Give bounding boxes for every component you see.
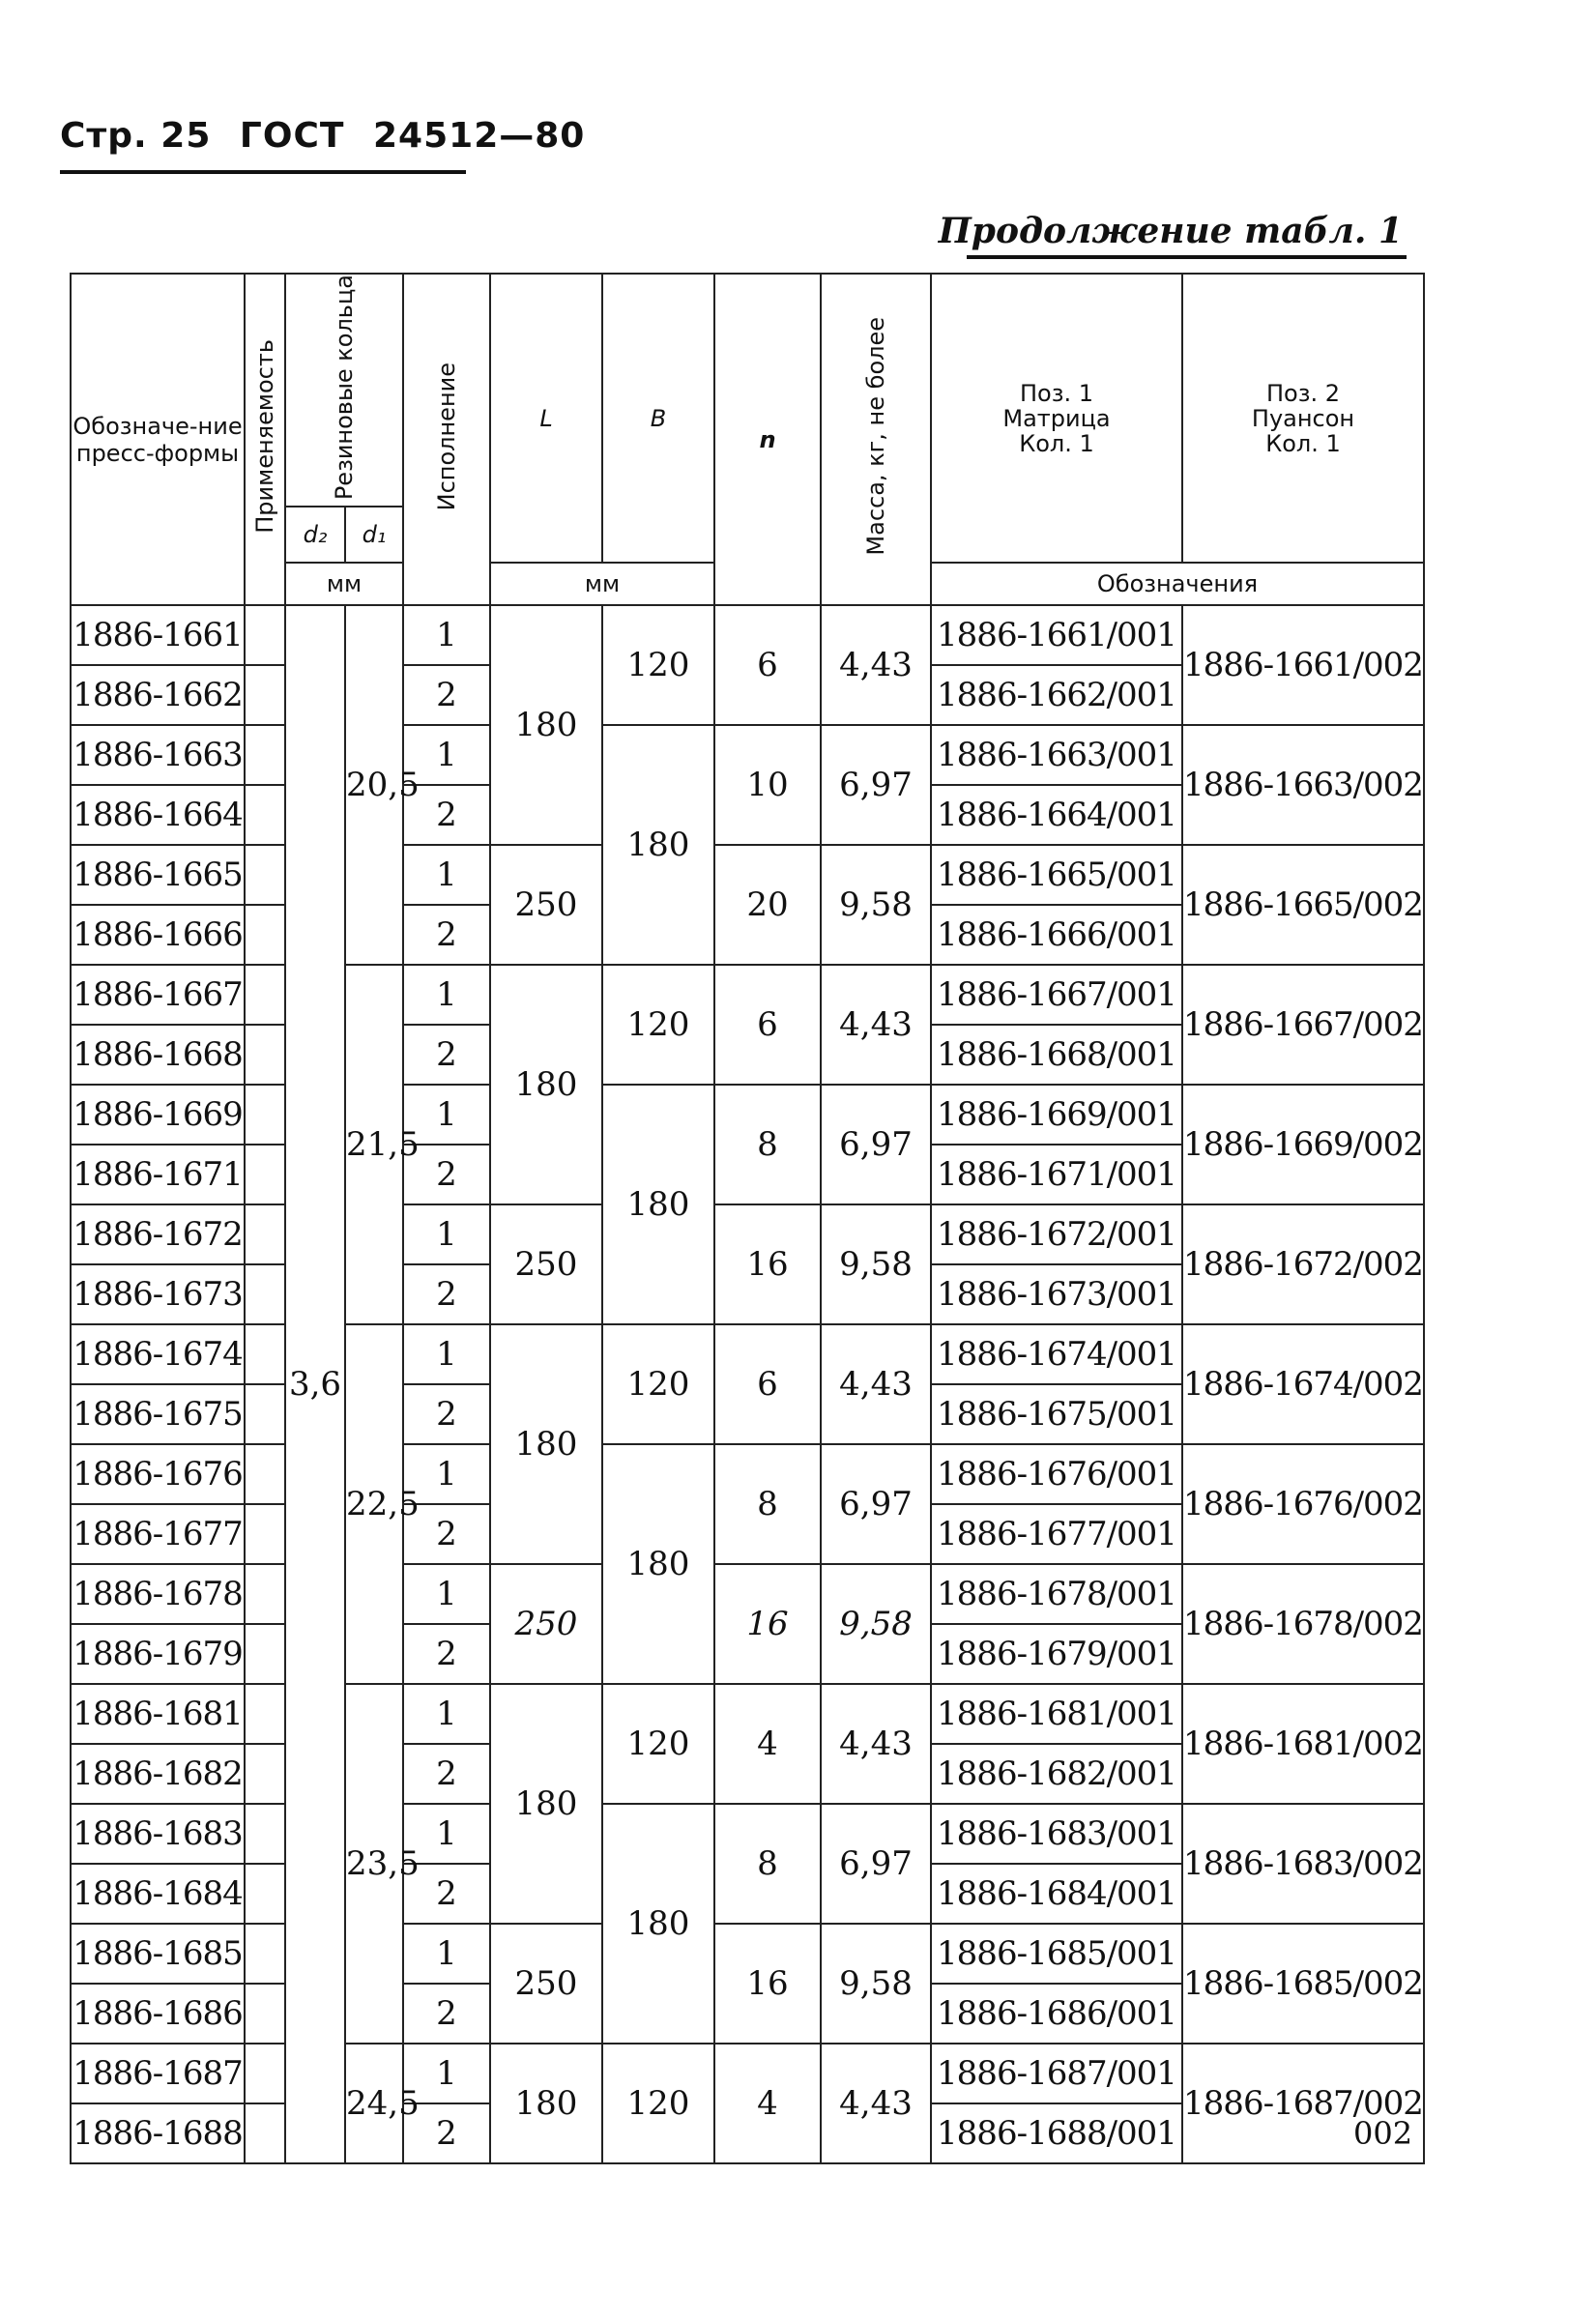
- designation-cell: 1886-1671: [71, 1145, 245, 1204]
- L-cell: 180: [490, 2044, 602, 2163]
- version-cell: 1: [403, 2044, 490, 2103]
- pos1-cell: 1886-1664/001: [931, 785, 1182, 845]
- d1-cell: 23,5: [345, 1684, 403, 2044]
- rings-unit: мм: [285, 563, 403, 605]
- col-mass-label: Масса, кг, не более: [862, 317, 889, 556]
- applicability-cell: [245, 1684, 285, 1744]
- pos1-cell: 1886-1662/001: [931, 665, 1182, 725]
- version-cell: 1: [403, 1204, 490, 1264]
- d1-cell: 21,5: [345, 965, 403, 1324]
- version-cell: 2: [403, 1624, 490, 1684]
- applicability-cell: [245, 1504, 285, 1564]
- pos1-cell: 1886-1666/001: [931, 905, 1182, 965]
- n-cell: 10: [714, 725, 821, 845]
- pos1-cell: 1886-1665/001: [931, 845, 1182, 905]
- version-cell: 1: [403, 725, 490, 785]
- table-row: [71, 1564, 1424, 1624]
- pos2-cell: 1886-1674/002: [1182, 1324, 1424, 1444]
- col-pos2: [1182, 274, 1424, 563]
- page-number: Стр. 25: [60, 116, 212, 156]
- version-cell: 2: [403, 1744, 490, 1804]
- B-cell: 180: [602, 725, 714, 965]
- pos2-cell: 1886-1687/002: [1182, 2044, 1424, 2163]
- B-cell: 120: [602, 965, 714, 1085]
- version-cell: 2: [403, 1864, 490, 1924]
- applicability-cell: [245, 1804, 285, 1864]
- applicability-cell: [245, 2044, 285, 2103]
- d1-cell: 22,5: [345, 1324, 403, 1684]
- B-cell: 180: [602, 1804, 714, 2044]
- L-cell: 250: [490, 1924, 602, 2044]
- version-cell: 2: [403, 1025, 490, 1085]
- mass-cell: 9,58: [821, 1204, 931, 1324]
- col-designation: Обозначе-ние пресс-формы: [71, 274, 245, 605]
- pos2-line3: Кол. 1: [1265, 429, 1341, 457]
- n-cell: 6: [714, 1324, 821, 1444]
- caption-rule: [967, 255, 1407, 259]
- n-cell: 16: [714, 1924, 821, 2044]
- applicability-cell: [245, 1264, 285, 1324]
- version-cell: 1: [403, 1444, 490, 1504]
- pos2-cell: 1886-1678/002: [1182, 1564, 1424, 1684]
- pos2-cell: 1886-1669/002: [1182, 1085, 1424, 1204]
- applicability-cell: [245, 785, 285, 845]
- pos1-cell: 1886-1676/001: [931, 1444, 1182, 1504]
- designation-cell: 1886-1679: [71, 1624, 245, 1684]
- designation-cell: 1886-1668: [71, 1025, 245, 1085]
- pos2-cell: 1886-1667/002: [1182, 965, 1424, 1085]
- version-cell: 2: [403, 2103, 490, 2163]
- version-cell: 1: [403, 1324, 490, 1384]
- B-cell: 180: [602, 1085, 714, 1324]
- designations-label: Обозначения: [931, 563, 1424, 605]
- version-cell: 2: [403, 1264, 490, 1324]
- B-cell: 120: [602, 1684, 714, 1804]
- version-cell: 2: [403, 1984, 490, 2044]
- mass-cell: 4,43: [821, 1684, 931, 1804]
- col-applicability: [245, 274, 285, 605]
- table-row: [71, 1684, 1424, 1744]
- designation-cell: 1886-1685: [71, 1924, 245, 1984]
- table-row: [71, 845, 1424, 905]
- mass-cell: 4,43: [821, 1324, 931, 1444]
- applicability-cell: [245, 905, 285, 965]
- pos2-line1: Поз. 2: [1265, 379, 1341, 407]
- pos2-cell: 1886-1661/002: [1182, 605, 1424, 725]
- designation-cell: 1886-1672: [71, 1204, 245, 1264]
- B-cell: 120: [602, 1324, 714, 1444]
- pos1-line1: Поз. 1: [1019, 379, 1094, 407]
- designation-cell: 1886-1663: [71, 725, 245, 785]
- n-cell: 6: [714, 965, 821, 1085]
- version-cell: 2: [403, 1145, 490, 1204]
- B-cell: 180: [602, 1444, 714, 1684]
- mass-cell: 6,97: [821, 1085, 931, 1204]
- applicability-cell: [245, 1384, 285, 1444]
- col-n: n: [714, 274, 821, 605]
- designation-cell: 1886-1665: [71, 845, 245, 905]
- n-cell: 8: [714, 1085, 821, 1204]
- applicability-cell: [245, 1744, 285, 1804]
- designation-cell: 1886-1682: [71, 1744, 245, 1804]
- version-cell: 1: [403, 965, 490, 1025]
- version-cell: 2: [403, 665, 490, 725]
- mass-cell: 6,97: [821, 1804, 931, 1924]
- applicability-cell: [245, 665, 285, 725]
- pos1-cell: 1886-1688/001: [931, 2103, 1182, 2163]
- designation-cell: 1886-1666: [71, 905, 245, 965]
- designation-cell: 1886-1664: [71, 785, 245, 845]
- pos2-cell: 1886-1665/002: [1182, 845, 1424, 965]
- n-cell: 20: [714, 845, 821, 965]
- applicability-cell: [245, 1864, 285, 1924]
- applicability-cell: [245, 1624, 285, 1684]
- pos2-cell: 1886-1681/002: [1182, 1684, 1424, 1804]
- pos2-cell: 1886-1685/002: [1182, 1924, 1424, 2044]
- designation-cell: 1886-1661: [71, 605, 245, 665]
- applicability-cell: [245, 1444, 285, 1504]
- table-row: [71, 725, 1424, 785]
- table-row: [71, 1085, 1424, 1145]
- L-cell: 250: [490, 1204, 602, 1324]
- table-row: [71, 965, 1424, 1025]
- table-row: [71, 1804, 1424, 1864]
- L-cell: 250: [490, 1564, 602, 1684]
- mass-cell: 9,58: [821, 845, 931, 965]
- pos1-cell: 1886-1675/001: [931, 1384, 1182, 1444]
- col-d2: d₂: [285, 507, 345, 563]
- version-cell: 2: [403, 905, 490, 965]
- col-rings-label: Резиновые кольца: [331, 275, 358, 501]
- mass-cell: 4,43: [821, 965, 931, 1085]
- applicability-cell: [245, 1025, 285, 1085]
- pos1-cell: 1886-1682/001: [931, 1744, 1182, 1804]
- designation-cell: 1886-1688: [71, 2103, 245, 2163]
- pos1-cell: 1886-1679/001: [931, 1624, 1182, 1684]
- mass-cell: 9,58: [821, 1924, 931, 2044]
- table-row: [71, 1204, 1424, 1264]
- applicability-cell: [245, 1324, 285, 1384]
- designation-cell: 1886-1683: [71, 1804, 245, 1864]
- version-cell: 1: [403, 1684, 490, 1744]
- pos1-cell: 1886-1673/001: [931, 1264, 1182, 1324]
- pos2-cell: 1886-1683/002: [1182, 1804, 1424, 1924]
- pos1-cell: 1886-1685/001: [931, 1924, 1182, 1984]
- version-cell: 1: [403, 1924, 490, 1984]
- L-cell: 180: [490, 605, 602, 845]
- table-row: [71, 2044, 1424, 2103]
- pos1-cell: 1886-1684/001: [931, 1864, 1182, 1924]
- B-cell: 120: [602, 605, 714, 725]
- mass-cell: 6,97: [821, 725, 931, 845]
- col-applicability-label: Применяемость: [251, 339, 278, 534]
- designation-cell: 1886-1678: [71, 1564, 245, 1624]
- pos1-cell: 1886-1678/001: [931, 1564, 1182, 1624]
- pos1-cell: 1886-1667/001: [931, 965, 1182, 1025]
- mass-cell: 6,97: [821, 1444, 931, 1564]
- applicability-cell: [245, 845, 285, 905]
- col-L: L: [490, 274, 602, 563]
- col-version-label: Исполнение: [433, 362, 460, 511]
- designation-cell: 1886-1681: [71, 1684, 245, 1744]
- B-cell: 120: [602, 2044, 714, 2163]
- col-mass: [821, 274, 931, 605]
- applicability-cell: [245, 1984, 285, 2044]
- designation-cell: 1886-1669: [71, 1085, 245, 1145]
- applicability-cell: [245, 2103, 285, 2163]
- mass-cell: 9,58: [821, 1564, 931, 1684]
- standard-number: 24512—80: [373, 116, 586, 156]
- n-cell: 8: [714, 1804, 821, 1924]
- mass-cell: 4,43: [821, 2044, 931, 2163]
- n-cell: 16: [714, 1564, 821, 1684]
- n-cell: 8: [714, 1444, 821, 1564]
- pos1-cell: 1886-1671/001: [931, 1145, 1182, 1204]
- col-B: B: [602, 274, 714, 563]
- designation-cell: 1886-1667: [71, 965, 245, 1025]
- designation-cell: 1886-1674: [71, 1324, 245, 1384]
- pos1-cell: 1886-1686/001: [931, 1984, 1182, 2044]
- header-rule: [60, 170, 466, 174]
- version-cell: 1: [403, 1564, 490, 1624]
- L-cell: 180: [490, 965, 602, 1204]
- pos2-cell: 1886-1672/002: [1182, 1204, 1424, 1324]
- pos1-cell: 1886-1672/001: [931, 1204, 1182, 1264]
- applicability-cell: [245, 965, 285, 1025]
- L-cell: 180: [490, 1684, 602, 1924]
- designation-cell: 1886-1684: [71, 1864, 245, 1924]
- LB-unit: мм: [490, 563, 714, 605]
- applicability-cell: [245, 725, 285, 785]
- n-cell: 4: [714, 2044, 821, 2163]
- n-cell: 4: [714, 1684, 821, 1804]
- pos1-line2: Матрица: [1002, 404, 1111, 432]
- designation-cell: 1886-1687: [71, 2044, 245, 2103]
- table-caption: Продолжение табл. 1: [938, 211, 1403, 251]
- pos1-cell: 1886-1661/001: [931, 605, 1182, 665]
- pos1-cell: 1886-1674/001: [931, 1324, 1182, 1384]
- L-cell: 250: [490, 845, 602, 965]
- applicability-cell: [245, 1924, 285, 1984]
- footer-fragment: 002: [1353, 2115, 1413, 2152]
- press-form-table: [70, 273, 1425, 2164]
- pos1-cell: 1886-1668/001: [931, 1025, 1182, 1085]
- col-rings: [285, 274, 403, 507]
- pos1-cell: 1886-1663/001: [931, 725, 1182, 785]
- d1-cell: 24,5: [345, 2044, 403, 2163]
- applicability-cell: [245, 1564, 285, 1624]
- version-cell: 1: [403, 1085, 490, 1145]
- pos1-cell: 1886-1683/001: [931, 1804, 1182, 1864]
- version-cell: 1: [403, 1804, 490, 1864]
- version-cell: 1: [403, 605, 490, 665]
- table-row: [71, 1324, 1424, 1384]
- col-version: [403, 274, 490, 605]
- designation-cell: 1886-1677: [71, 1504, 245, 1564]
- d1-cell: 20,5: [345, 605, 403, 965]
- applicability-cell: [245, 605, 285, 665]
- version-cell: 2: [403, 1504, 490, 1564]
- n-cell: 6: [714, 605, 821, 725]
- designation-cell: 1886-1686: [71, 1984, 245, 2044]
- designation-cell: 1886-1675: [71, 1384, 245, 1444]
- col-pos1: [931, 274, 1182, 563]
- table-row: [71, 605, 1424, 665]
- L-cell: 180: [490, 1324, 602, 1564]
- version-cell: 2: [403, 1384, 490, 1444]
- pos2-cell: 1886-1676/002: [1182, 1444, 1424, 1564]
- version-cell: 1: [403, 845, 490, 905]
- pos1-cell: 1886-1681/001: [931, 1684, 1182, 1744]
- pos1-cell: 1886-1669/001: [931, 1085, 1182, 1145]
- pos2-line2: Пуансон: [1251, 404, 1355, 432]
- designation-cell: 1886-1676: [71, 1444, 245, 1504]
- standard-label: ГОСТ: [239, 116, 345, 156]
- designation-cell: 1886-1673: [71, 1264, 245, 1324]
- version-cell: 2: [403, 785, 490, 845]
- pos1-line3: Кол. 1: [1019, 429, 1094, 457]
- designation-cell: 1886-1662: [71, 665, 245, 725]
- col-d1: d₁: [345, 507, 403, 563]
- applicability-cell: [245, 1085, 285, 1145]
- pos1-cell: 1886-1687/001: [931, 2044, 1182, 2103]
- n-cell: 16: [714, 1204, 821, 1324]
- table-row: [71, 1444, 1424, 1504]
- pos1-cell: 1886-1677/001: [931, 1504, 1182, 1564]
- d2-cell: 3,6: [285, 605, 345, 2163]
- table-row: [71, 1924, 1424, 1984]
- applicability-cell: [245, 1204, 285, 1264]
- page-header: [60, 116, 600, 156]
- pos2-cell: 1886-1663/002: [1182, 725, 1424, 845]
- mass-cell: 4,43: [821, 605, 931, 725]
- applicability-cell: [245, 1145, 285, 1204]
